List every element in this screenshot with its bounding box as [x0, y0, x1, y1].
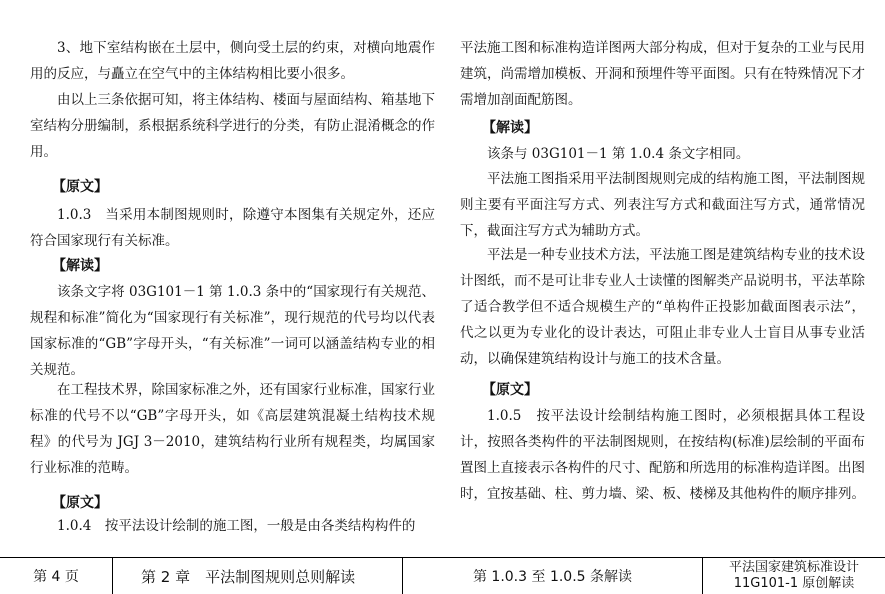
- left-heading-interpretation: 【解读】: [52, 258, 108, 274]
- footer-page-number: 第 4 页: [33, 569, 79, 585]
- left-heading-original-1: 【原文】: [52, 179, 108, 195]
- footer-book-line-1: 平法国家建筑标准设计: [728, 560, 859, 575]
- right-paragraph-1: 平法施工图和标准构造详图两大部分构成，但对于复杂的工业与民用建筑，尚需增加模板、开洞和预埋件等平面图。只有在特殊情况下才需增加剖面配筋图。: [460, 40, 865, 108]
- right-paragraph-3: 平法施工图指采用平法制图规则完成的结构施工图，平法制图规则主要有平面注写方式、列表注写方式和截面注写方式，通常情况下，截面注写方式为辅助方式。: [460, 171, 865, 239]
- left-paragraph-3: 1.0.3 当采用本制图规则时，除遵守本图集有关规定外，还应符合国家现行有关标准。: [30, 207, 435, 249]
- left-paragraph-4: 该条文字将 03G101－1 第 1.0.3 条中的“国家现行有关规范、规程和标准”简化为“国家现行有关标准”，现行规范的代号均以代表国家标准的“GB”字母开头，“有关标准”一词可以涵盖结构专业的相关规范。: [30, 284, 435, 378]
- footer-book-line-2: 11G101-1 原创解读: [733, 576, 855, 591]
- left-paragraph-5: 在工程技术界，除国家标准之外，还有国家行业标准，国家行业标准的代号不以“GB”字母开头，如《高层建筑混凝土结构技术规程》的代号为 JGJ 3－2010，建筑结构行业所有规程类，均属国家行业标准的范畴。: [30, 382, 435, 476]
- right-paragraph-4: 平法是一种专业技术方法，平法施工图是建筑结构专业的技术设计图纸，而不是可让非专业人士读懂的图解类产品说明书，平法革除了适合教学但不适合规模生产的“单构件正投影加截面图表示法”，代之以更为专业化的设计表达，可阻止非专业人士盲目从事专业活动，以确保建筑结构设计与施工的技术含量。: [460, 247, 865, 367]
- footer-section-title: 第 1.0.3 至 1.0.5 条解读: [402, 558, 702, 594]
- right-paragraph-2: 该条与 03G101－1 第 1.0.4 条文字相同。: [487, 146, 750, 162]
- page-footer: [0, 557, 885, 594]
- footer-chapter-title: 第 2 章 平法制图规则总则解读: [112, 558, 402, 594]
- right-heading-interpretation: 【解读】: [482, 120, 538, 136]
- left-heading-original-2: 【原文】: [52, 495, 108, 511]
- left-paragraph-2: 由以上三条依据可知，将主体结构、楼面与屋面结构、箱基地下室结构分册编制，系根据系统科学进行的分类，有防止混淆概念的作用。: [30, 92, 435, 160]
- footer-book-title: [702, 558, 885, 594]
- right-paragraph-5: 1.0.5 按平法设计绘制结构施工图时，必须根据具体工程设计，按照各类构件的平法制图规则，在按结构(标准)层绘制的平面布置图上直接表示各构件的尺寸、配筋和所选用的标准构造详图。出图时，宜按基础、柱、剪力墙、梁、板、楼梯及其他构件的顺序排列。: [460, 408, 865, 502]
- right-heading-original: 【原文】: [482, 382, 538, 398]
- left-paragraph-1: 3、地下室结构嵌在土层中，侧向受土层的约束，对横向地震作用的反应，与矗立在空气中的主体结构相比要小很多。: [30, 40, 435, 82]
- left-paragraph-6: 1.0.4 按平法设计绘制的施工图，一般是由各类结构构件的: [57, 518, 416, 534]
